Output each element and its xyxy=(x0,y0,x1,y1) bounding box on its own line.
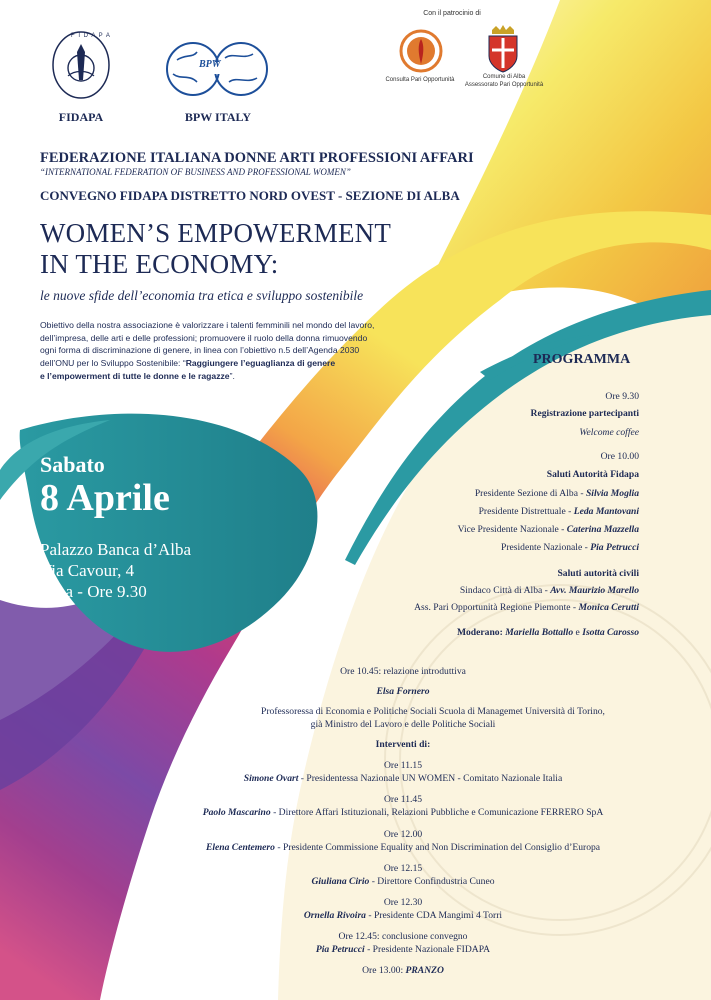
event-date: 8 Aprile xyxy=(40,477,170,519)
bpw-logo-mark: BPW xyxy=(199,59,221,70)
time-930: Ore 9.30 xyxy=(605,391,639,402)
interventi-heading: Interventi di: xyxy=(375,739,431,750)
objective-line: Obiettivo della nostra associazione è valorizzare i talenti femminili nel mondo del lavoro, xyxy=(40,320,375,330)
objective-paragraph xyxy=(40,319,440,383)
time-1230: Ore 12.30 xyxy=(383,897,423,908)
time-1245: Ore 12.45: conclusione convegno xyxy=(338,931,468,942)
patronage-heading: Con il patrocinio di xyxy=(423,10,481,17)
speech-row: Pia Petrucci - Presidente Nazionale FIDAPA xyxy=(315,944,491,955)
event-city-time: Alba - Ore 9.30 xyxy=(40,582,147,601)
patronage-right-caption-2: Assessorato Pari Opportunità xyxy=(464,82,544,88)
keynote-speaker: Elsa Fornero xyxy=(376,686,430,697)
time-1045: Ore 10.45: relazione introduttiva xyxy=(340,666,466,677)
objective-line: e l’empowerment di tutte le donne e le ragazze”. xyxy=(40,370,235,381)
subtitle: le nuove sfide dell’economia tra etica e sviluppo sostenibile xyxy=(40,288,364,303)
time-1200: Ore 12.00 xyxy=(383,829,423,840)
time-1215: Ore 12.15 xyxy=(383,863,423,874)
bpw-caption: BPW ITALY xyxy=(184,110,252,124)
registration: Registrazione partecipanti xyxy=(530,408,639,419)
patronage-right-caption-1: Comune di Alba xyxy=(482,74,526,80)
speech-row: Giuliana Cirio - Direttore Confindustria Cuneo xyxy=(311,876,495,887)
event-day: Sabato xyxy=(40,452,105,477)
program-heading: PROGRAMMA xyxy=(533,352,631,367)
greeting-row: Presidente Nazionale - Pia Petrucci xyxy=(500,542,639,553)
time-1300: Ore 13.00: PRANZO xyxy=(362,965,444,976)
time-1000: Ore 10.00 xyxy=(600,451,639,462)
alba-coat-of-arms-icon xyxy=(484,24,522,74)
convention-title: CONVEGNO FIDAPA DISTRETTO NORD OVEST - SEZIONE DI ALBA xyxy=(40,188,460,203)
federation-english: “INTERNATIONAL FEDERATION OF BUSINESS AND PROFESSIONAL WOMEN” xyxy=(40,167,351,177)
greeting-row: Presidente Distrettuale - Leda Mantovani xyxy=(478,506,639,517)
patronage-left-caption: Consulta Pari Opportunità xyxy=(385,77,455,83)
welcome-coffee: Welcome coffee xyxy=(579,427,639,438)
speech-row: Elena Centemero - Presidente Commissione Equality and Non Discrimination del Consiglio d’Europa xyxy=(205,842,601,853)
greeting-row: Vice Presidente Nazionale - Caterina Mazzella xyxy=(457,524,639,535)
time-1115: Ore 11.15 xyxy=(383,760,422,771)
speaker-desc: Professoressa di Economia e Politiche Sociali Scuola di Managemet Università di Torino, xyxy=(261,706,605,717)
federation-title: FEDERAZIONE ITALIANA DONNE ARTI PROFESSIONI AFFARI xyxy=(40,150,474,166)
civil-greeting-row: Sindaco Città di Alba - Avv. Maurizio Marello xyxy=(459,585,639,596)
fidapa-seal-icon xyxy=(50,30,112,100)
saluti-fidapa: Saluti Autorità Fidapa xyxy=(546,469,639,480)
event-street: Via Cavour, 4 xyxy=(40,561,135,580)
objective-line: dell’impresa, delle arti e delle professioni; promuovere il ruolo della donna rimuovendo xyxy=(40,332,368,343)
speaker-desc: già Ministro del Lavoro e delle Politiche Sociali xyxy=(310,719,496,730)
speech-row: Paolo Mascarino - Direttore Affari Istituzionali, Relazioni Pubbliche e Comunicazione FERRERO SpA xyxy=(202,807,604,818)
fidapa-logo-mark: F I D A P A xyxy=(71,33,111,39)
time-1145: Ore 11.45 xyxy=(383,794,422,805)
speech-row: Ornella Rivoira - Presidente CDA Mangimi 4 Torri xyxy=(303,910,503,921)
consulta-logo-icon xyxy=(396,28,446,74)
main-title-line1: WOMEN’S EMPOWERMENT xyxy=(40,218,392,248)
main-title-line2: IN THE ECONOMY: xyxy=(40,249,279,279)
objective-line: dell’ONU per lo Sviluppo Sostenibile: “Raggiungere l’eguaglianza di genere xyxy=(40,358,336,369)
event-venue: Palazzo Banca d’Alba xyxy=(40,540,192,559)
objective-line: ogni forma di discriminazione di genere, in linea con l’obiettivo n.5 dell’Agenda 2030 xyxy=(40,345,360,356)
fidapa-caption: FIDAPA xyxy=(58,110,104,124)
speech-row: Simone Ovart - Presidentessa Nazionale UN WOMEN - Comitato Nazionale Italia xyxy=(243,773,563,784)
greeting-row: Presidente Sezione di Alba - Silvia Moglia xyxy=(474,488,639,499)
moderators: Moderano: Mariella Bottallo e Isotta Carosso xyxy=(456,627,639,638)
saluti-civili: Saluti autorità civili xyxy=(557,568,639,579)
civil-greeting-row: Ass. Pari Opportunità Regione Piemonte - Monica Cerutti xyxy=(414,602,639,613)
